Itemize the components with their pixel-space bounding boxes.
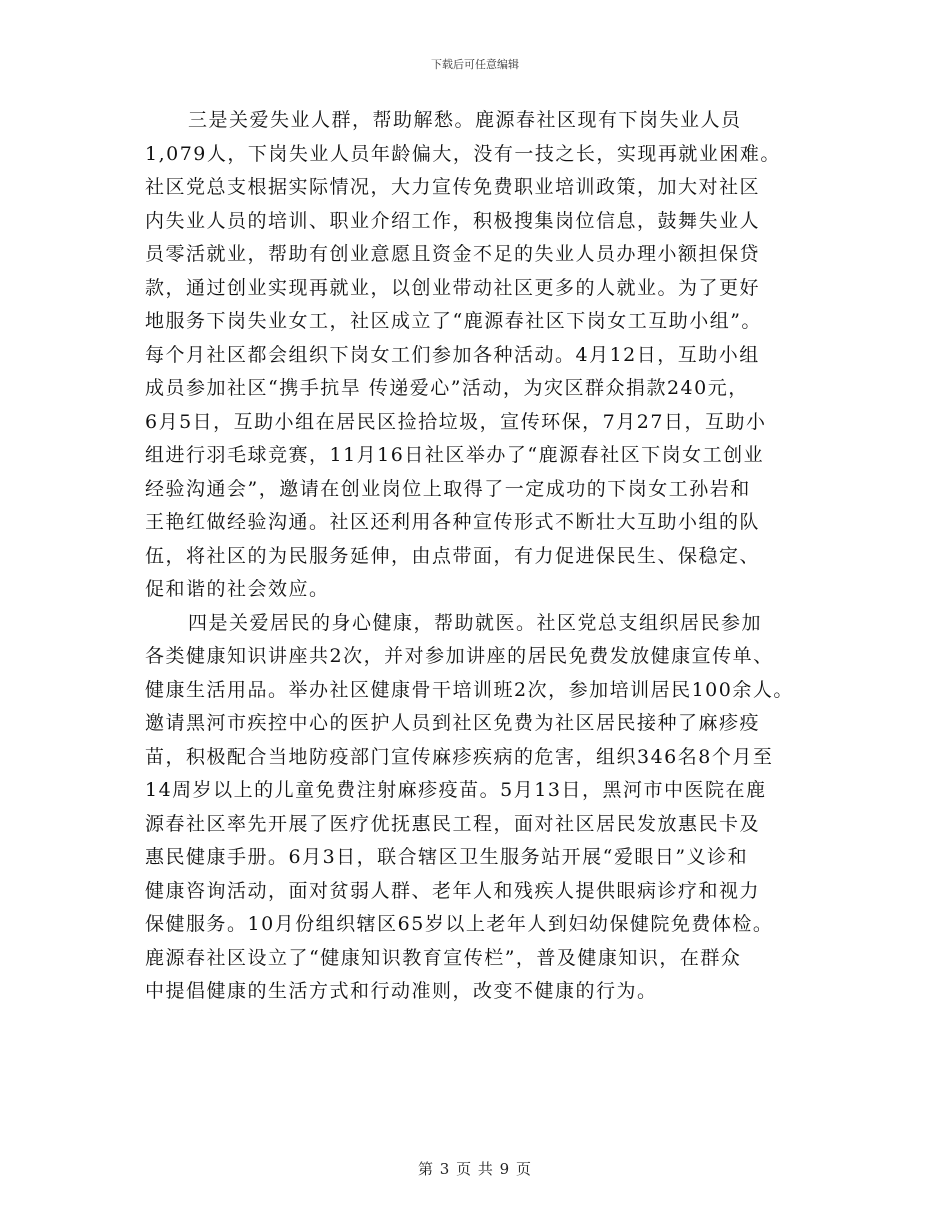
text-line: 员零活就业，帮助有创业意愿且资金不足的失业人员办理小额担保贷 [145, 243, 761, 265]
document-body [145, 104, 835, 1009]
text-line: 四是关爱居民的身心健康，帮助就医。社区党总支组织居民参加 [188, 611, 763, 634]
text-line: 健康生活用品。举办社区健康骨干培训班2次，参加培训居民100余人。 [145, 678, 794, 701]
text-line: 6月5日，互助小组在居民区捡拾垃圾，宣传环保，7月27日，互助小 [145, 410, 767, 433]
text-line: 源春社区率先开展了医疗优抚惠民工程，面对社区居民发放惠民卡及 [145, 812, 761, 835]
text-line: 鹿源春社区设立了“健康知识教育宣传栏”，普及健康知识，在群众 [145, 946, 742, 969]
text-line: 伍，将社区的为民服务延伸，由点带面，有力促进保民生、保稳定、 [145, 544, 761, 567]
text-line: 三是关爱失业人群，帮助解愁。鹿源春社区现有下岗失业人员 [188, 109, 742, 131]
text-line: 社区党总支根据实际情况，大力宣传免费职业培训政策，加大对社区 [145, 176, 761, 198]
text-line: 每个月社区都会组织下岗女工们参加各种活动。4月12日，互助小组 [145, 343, 760, 366]
text-line: 邀请黑河市疾控中心的医护人员到社区免费为社区居民接种了麻疹疫 [145, 712, 761, 734]
text-line: 保健服务。10月份组织辖区65岁以上老年人到妇幼保健院免费体检。 [145, 913, 774, 935]
text-line: 组进行羽毛球竞赛，11月16日社区举办了“鹿源春社区下岗女工创业 [145, 444, 765, 466]
text-line: 地服务下岗失业女工，社区成立了“鹿源春社区下岗女工互助小组”。 [145, 310, 762, 332]
page-header: 下载后可任意编辑 [431, 58, 519, 71]
text-line: 1,079人，下岗失业人员年龄偏大，没有一技之长，实现再就业困难。 [145, 142, 781, 165]
text-line: 苗，积极配合当地防疫部门宣传麻疹疾病的危害，组织346名8个月至 [145, 745, 774, 768]
text-line: 各类健康知识讲座共2次，并对参加讲座的居民免费发放健康宣传单、 [145, 645, 774, 667]
paragraph-unemployment [145, 104, 835, 607]
text-line: 中提倡健康的生活方式和行动准则，改变不健康的行为。 [145, 980, 658, 1002]
text-line: 成员参加社区“携手抗旱 传递爱心”活动，为灾区群众捐款240元， [145, 377, 749, 399]
page-footer: 第 3 页 共 9 页 [418, 1160, 532, 1178]
text-line: 款，通过创业实现再就业，以创业带动社区更多的人就业。为了更好 [145, 276, 761, 299]
text-line: 促和谐的社会效应。 [145, 578, 330, 600]
text-line: 王艳红做经验沟通。社区还利用各种宣传形式不断壮大互助小组的队 [145, 511, 761, 533]
text-line: 健康咨询活动，面对贫弱人群、老年人和残疾人提供眼病诊疗和视力 [145, 879, 761, 902]
text-line: 经验沟通会”，邀请在创业岗位上取得了一定成功的下岗女工孙岩和 [145, 477, 751, 500]
paragraph-health [145, 607, 835, 1009]
text-line: 内失业人员的培训、职业介绍工作，积极搜集岗位信息，鼓舞失业人 [145, 209, 761, 232]
text-line: 惠民健康手册。6月3日，联合辖区卫生服务站开展“爱眼日”义诊和 [145, 846, 749, 868]
text-line: 14周岁以上的儿童免费注射麻疹疫苗。5月13日，黑河市中医院在鹿 [145, 779, 767, 801]
